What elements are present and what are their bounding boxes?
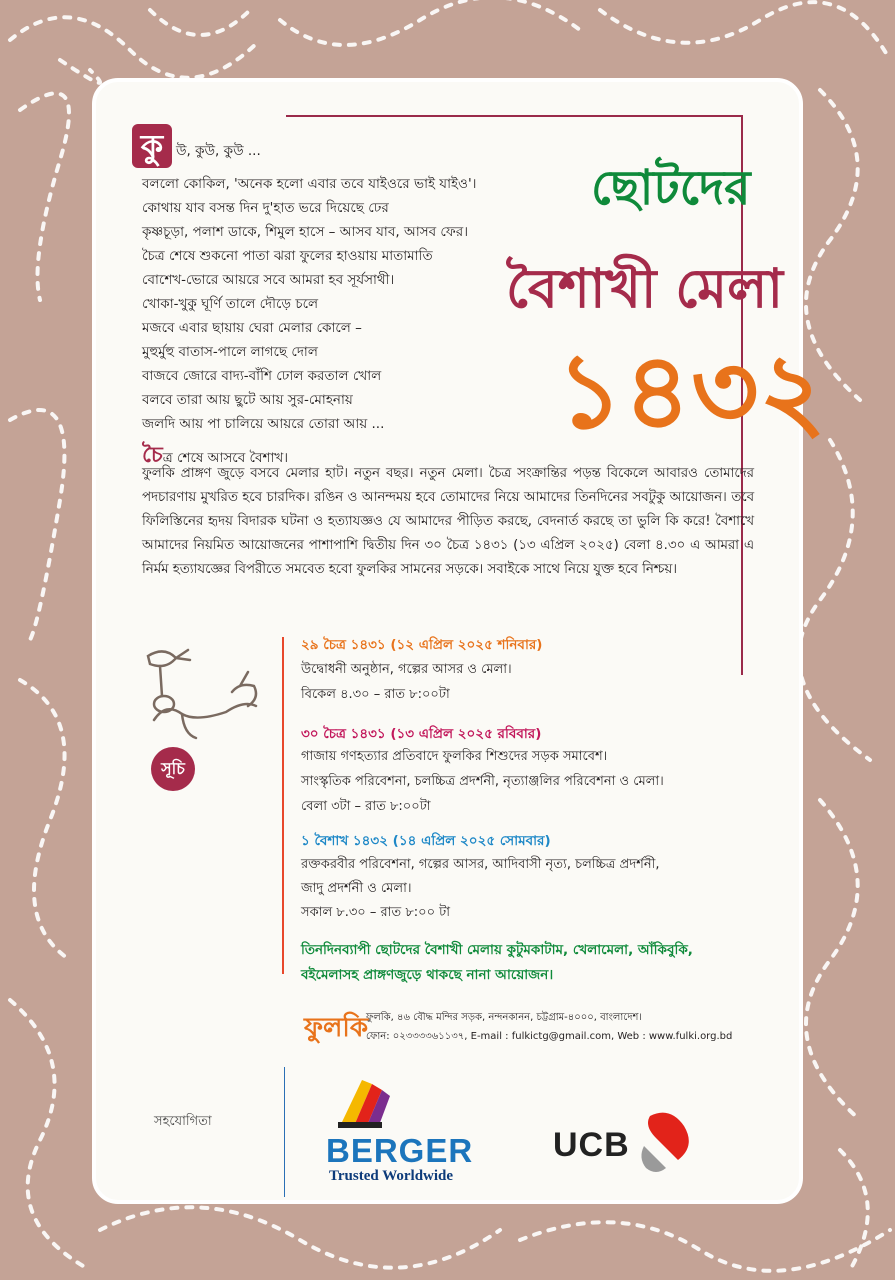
footer-contact: ফোন: ০২৩৩৩৩৬১১৩৭, E-mail : fulkictg@gmail.com, Web : www.fulki.org.bd	[366, 1031, 733, 1042]
poem-first-line: উ, কুউ, কুউ ...	[176, 143, 261, 159]
sponsor-label: সহযোগিতা	[154, 1114, 212, 1129]
day1-line: বিকেল ৪.৩০ – রাত ৮:০০টা	[301, 687, 450, 702]
schedule-divider	[282, 637, 284, 974]
intro-lead-rest: ত্র শেষে আসবে বৈশাখ।	[162, 450, 289, 466]
day3-line: সকাল ৮.৩০ – রাত ৮:০০ টা	[301, 905, 451, 920]
closing-line: বইমেলাসহ প্রাঙ্গণজুড়ে থাকছে নানা আয়োজন।	[301, 967, 554, 983]
intro-cap: চৈ	[142, 443, 163, 468]
poem-line: বোশেখ-ভোরে আয়রে সবে আমরা হব সূর্যসাথী।	[142, 272, 395, 288]
poem-line: মজবে এবার ছায়ায় ঘেরা মেলার কোলে –	[142, 320, 362, 336]
closing-line: তিনদিনব্যাপী ছোটদের বৈশাখী মেলায় কুটুমকাটাম, খেলামেলা, আঁকিবুকি,	[301, 942, 693, 958]
poem-line: বললো কোকিল, 'অনেক হলো এবার তবে যাইওরে ভাই যাইও'।	[142, 176, 477, 192]
day3-line: রক্তকরবীর পরিবেশনা, গল্পের আসর, আদিবাসী নৃত্য, চলচ্চিত্র প্রদর্শনী,	[301, 857, 660, 872]
poem-line: কৃষ্ণচূড়া, পলাশ ডাকে, শিমুল হাসে – আসব যাব, আসব ফের।	[142, 224, 469, 240]
poem-line: বলবে তারা আয় ছুটে আয় সুর-মোহনায়	[142, 392, 353, 408]
title-line-1: ছোটদের	[591, 160, 751, 216]
bird-doodle-illustration	[136, 642, 266, 742]
title-line-2: বৈশাখী মেলা	[506, 257, 784, 320]
day2-line: বেলা ৩টা – রাত ৮:০০টা	[301, 799, 431, 814]
day2-heading: ৩০ চৈত্র ১৪৩১ (১৩ এপ্রিল ২০২৫ রবিবার)	[301, 726, 542, 742]
poem-line: খোকা-খুকু ঘূর্ণি তালে দৌড়ে চলে	[142, 296, 319, 312]
content-card	[92, 78, 827, 1204]
day1-line: উদ্বোধনী অনুষ্ঠান, গল্পের আসর ও মেলা।	[301, 662, 512, 677]
poem-line: চৈত্র শেষে শুকনো পাতা ঝরা ফুলের হাওয়ায় মাতামাতি	[142, 248, 433, 264]
poem-line: জলদি আয় পা চালিয়ে আয়রে তোরা আয় ...	[142, 416, 385, 432]
ucb-logo: UCB	[553, 1126, 630, 1164]
berger-brush-icon	[332, 1072, 396, 1130]
svg-text:ফুলকি: ফুলকি	[304, 1013, 369, 1043]
day3-line: জাদু প্রদর্শনী ও মেলা।	[301, 881, 412, 896]
fulki-logo	[302, 1000, 369, 1050]
day1-heading: ২৯ চৈত্র ১৪৩১ (১২ এপ্রিল ২০২৫ শনিবার)	[301, 637, 543, 653]
schedule-badge: সূচি	[151, 747, 195, 791]
day2-line: সাংস্কৃতিক পরিবেশনা, চলচ্চিত্র প্রদর্শনী, নৃত্যাঞ্জলির পরিবেশনা ও মেলা।	[301, 774, 664, 789]
ucb-symbol-icon	[636, 1108, 698, 1178]
poem-line: মুহুর্মুহু বাতাস-পালে লাগছে দোল	[142, 344, 318, 360]
day2-line: গাজায় গণহত্যার প্রতিবাদে ফুলকির শিশুদের সড়ক সমাবেশ।	[301, 749, 608, 764]
sponsor-divider	[284, 1067, 285, 1197]
frame-line	[286, 115, 741, 117]
day3-heading: ১ বৈশাখ ১৪৩২ (১৪ এপ্রিল ২০২৫ সোমবার)	[301, 833, 551, 849]
poem-line: কোথায় যাব বসন্ত দিন দু'হাত ভরে দিয়েছে ঢের	[142, 200, 389, 216]
intro-paragraph: ফুলকি প্রাঙ্গণ জুড়ে বসবে মেলার হাট। নতুন বছর। নতুন মেলা। চৈত্র সংক্রান্তির পড়ন্ত বিকেলে আবারও তোমাদের পদচারণায় মুখরিত হবে চারদিক। রঙিন ও আনন্দময় হবে তোমাদের নিয়ে আমাদের তিনদিনের সবটুকু আয়োজন। তবে ফিলিস্তিনের হৃদয় বিদারক ঘটনা ও হত্যাযজ্ঞও যে আমাদের পীড়িত করছে, বেদনার্ত করছে তা ভুলি কি করে! বৈশাখে আমাদের নিয়মিত আয়োজনের পাশাপাশি দ্বিতীয় দিন ৩০ চৈত্র ১৪৩১ (১৩ এপ্রিল ২০২৫) বেলা ৪.৩০ এ আমরা এ নির্মম হত্যাযজ্ঞের বিপরীতে সমবেত হবো ফুলকির সামনের সড়কে। সবাইকে সাথে নিয়ে যুক্ত হবে নিশ্চয়।	[142, 466, 754, 577]
poem-line: বাজবে জোরে বাদ্য-বাঁশি ঢোল করতাল খোল	[142, 368, 382, 384]
title-year: ১৪৩২	[556, 330, 827, 452]
berger-logo: BERGER	[326, 1132, 474, 1169]
festival-title	[496, 142, 827, 462]
poem-dropcap: কু	[132, 124, 172, 168]
berger-tagline: Trusted Worldwide	[329, 1168, 454, 1184]
footer-address: ফুলকি, ৪৬ বৌদ্ধ মন্দির সড়ক, নন্দনকানন, চট্টগ্রাম-৪০০০, বাংলাদেশ।	[366, 1012, 642, 1023]
